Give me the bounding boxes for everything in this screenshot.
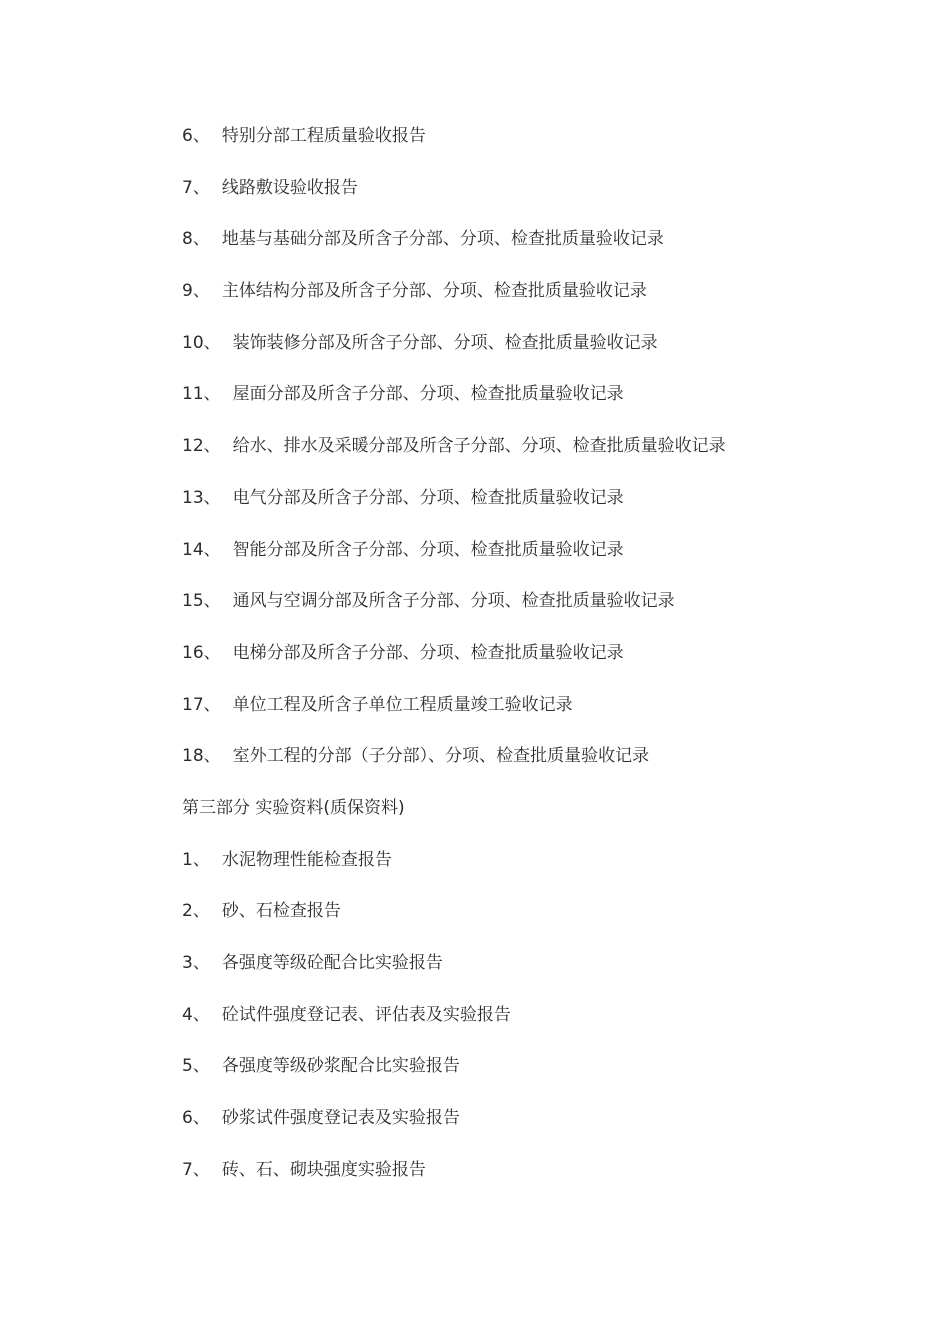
item-text: 水泥物理性能检查报告 xyxy=(221,849,392,870)
item-text: 各强度等级砼配合比实验报告 xyxy=(221,953,443,973)
item-text: 线路敷设验收报告 xyxy=(221,177,358,198)
item-number: 17 xyxy=(182,694,204,715)
item-number: 14 xyxy=(182,539,204,560)
item-text: 室外工程的分部（子分部）、分项、检查批质量验收记录 xyxy=(232,746,650,767)
item-text: 砖、石、砌块强度实验报告 xyxy=(221,1159,426,1180)
item-number: 13 xyxy=(182,487,204,508)
item-number: 1 xyxy=(182,849,193,870)
item-text: 电气分部及所含子分部、分项、检查批质量验收记录 xyxy=(232,487,624,508)
list-item xyxy=(182,277,902,329)
list-item xyxy=(182,1156,902,1208)
item-number: 9 xyxy=(182,281,193,302)
item-separator: 、 xyxy=(203,539,221,560)
list-item xyxy=(182,897,902,949)
item-number: 8 xyxy=(182,229,193,250)
item-separator: 、 xyxy=(192,953,210,973)
list-item xyxy=(182,691,902,743)
list-item xyxy=(182,432,902,484)
item-separator: 、 xyxy=(192,126,210,146)
item-number: 7 xyxy=(182,1159,193,1180)
item-separator: 、 xyxy=(192,1159,210,1180)
item-number: 7 xyxy=(182,177,193,198)
item-number: 11 xyxy=(182,384,204,405)
item-separator: 、 xyxy=(192,177,210,198)
item-separator: 、 xyxy=(192,849,210,870)
document-list xyxy=(182,122,902,1207)
item-separator: 、 xyxy=(203,384,221,405)
item-separator: 、 xyxy=(203,332,221,353)
list-item xyxy=(182,1052,902,1104)
item-number: 16 xyxy=(182,642,204,663)
list-item xyxy=(182,1104,902,1156)
item-separator: 、 xyxy=(203,487,221,508)
item-text: 特别分部工程质量验收报告 xyxy=(221,126,426,146)
list-item xyxy=(182,639,902,691)
item-separator: 、 xyxy=(203,591,221,612)
list-item xyxy=(182,846,902,898)
list-item xyxy=(182,484,902,536)
item-separator: 、 xyxy=(192,901,210,922)
item-separator: 、 xyxy=(192,281,210,302)
section-heading: 第三部分 实验资料(质保资料) xyxy=(182,797,405,818)
item-separator: 、 xyxy=(203,642,221,663)
item-text: 主体结构分部及所含子分部、分项、检查批质量验收记录 xyxy=(221,281,647,302)
item-separator: 、 xyxy=(192,1108,210,1129)
list-item xyxy=(182,587,902,639)
item-separator: 、 xyxy=(203,694,221,715)
item-number: 10 xyxy=(182,332,204,353)
list-item xyxy=(182,1001,902,1053)
list-item xyxy=(182,225,902,277)
item-text: 砂、石检查报告 xyxy=(221,901,341,922)
item-number: 3 xyxy=(182,953,193,973)
item-text: 给水、排水及采暖分部及所含子分部、分项、检查批质量验收记录 xyxy=(232,436,726,457)
item-text: 屋面分部及所含子分部、分项、检查批质量验收记录 xyxy=(232,384,624,405)
list-item xyxy=(182,174,902,226)
item-number: 12 xyxy=(182,436,204,457)
list-item xyxy=(182,329,902,381)
item-separator: 、 xyxy=(192,1004,210,1025)
item-text: 电梯分部及所含子分部、分项、检查批质量验收记录 xyxy=(232,642,624,663)
item-number: 5 xyxy=(182,1056,193,1077)
item-number: 4 xyxy=(182,1004,193,1025)
item-number: 6 xyxy=(182,126,193,146)
item-text: 单位工程及所含子单位工程质量竣工验收记录 xyxy=(232,694,573,715)
item-text: 智能分部及所含子分部、分项、检查批质量验收记录 xyxy=(232,539,624,560)
item-separator: 、 xyxy=(203,436,221,457)
list-item xyxy=(182,380,902,432)
list-item xyxy=(182,536,902,588)
item-text: 各强度等级砂浆配合比实验报告 xyxy=(221,1056,460,1077)
list-item xyxy=(182,742,902,794)
item-text: 砼试件强度登记表、评估表及实验报告 xyxy=(221,1004,511,1025)
item-number: 2 xyxy=(182,901,193,922)
item-text: 砂浆试件强度登记表及实验报告 xyxy=(221,1108,460,1129)
item-separator: 、 xyxy=(192,1056,210,1077)
item-separator: 、 xyxy=(192,229,210,250)
item-text: 装饰装修分部及所含子分部、分项、检查批质量验收记录 xyxy=(232,332,658,353)
item-number: 15 xyxy=(182,591,204,612)
list-item xyxy=(182,949,902,1001)
list-item xyxy=(182,122,902,174)
item-text: 地基与基础分部及所含子分部、分项、检查批质量验收记录 xyxy=(221,229,664,250)
item-number: 6 xyxy=(182,1108,193,1129)
item-separator: 、 xyxy=(203,746,221,767)
item-number: 18 xyxy=(182,746,204,767)
item-text: 通风与空调分部及所含子分部、分项、检查批质量验收记录 xyxy=(232,591,675,612)
